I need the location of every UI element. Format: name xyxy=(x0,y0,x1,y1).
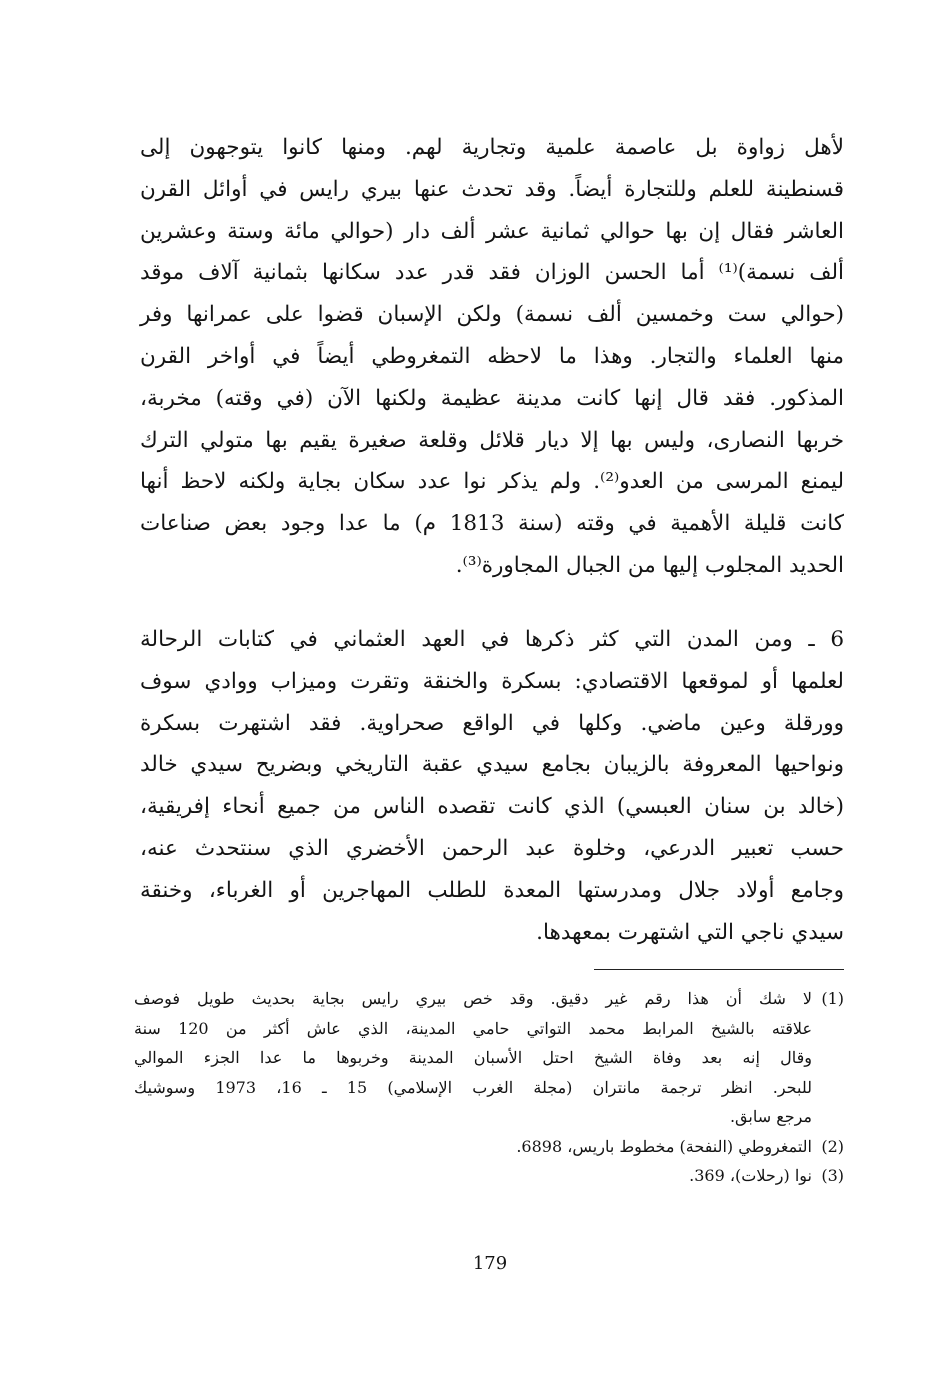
page-number: 179 xyxy=(472,1253,508,1274)
text-line: ليمنع المرسى من العدو⁽²⁾. ولم يذكر نوا عدد سكان بجاية ولكنه لاحظ أنها xyxy=(140,469,844,495)
footnote-line: وقال إنه بعد وفاة الشيخ احتل الأسبان المدينة وخربوها ما عدا الجزء الموالي xyxy=(134,1048,812,1067)
text-line: الحديد المجلوب إليها من الجبال المجاورة⁽³⁾. xyxy=(455,552,844,578)
text-line: كانت قليلة الأهمية في وقته (سنة 1813 م) ما عدا وجود بعض صناعات xyxy=(140,511,844,537)
text-line: خربها النصارى، وليس بها إلا ديار قلائل وقلعة صغيرة يقيم بها متولي الترك xyxy=(140,427,844,453)
text-line: ونواحيها المعروفة بالزيبان بجامع سيدي عقبة التاريخي وبضريح سيدي خالد xyxy=(140,752,844,778)
footnote-number: (2) xyxy=(821,1136,844,1156)
text-line: 6 ـ ومن المدن التي كثر ذكرها في العهد العثماني في كتابات الرحالة xyxy=(140,627,844,652)
body-paragraph-1 xyxy=(140,127,844,587)
text-line: سيدي ناجي التي اشتهرت بمعهدها. xyxy=(536,919,844,945)
text-line: قسنطينة للعلم وللتجارة أيضاً. وقد تحدث عنها بيري رايس في أوائل القرن xyxy=(140,176,844,202)
footnotes xyxy=(134,984,844,1191)
footnote-number: (1) xyxy=(821,989,844,1008)
footnote-line: للبحر. انظر ترجمة مانتران (مجلة الغرب الإسلامي) 15 ـ 16، 1973 وسوشيك xyxy=(134,1077,813,1097)
footnote-divider xyxy=(594,969,844,970)
text-line: لأهل زواوة بل عاصمة علمية وتجارية لهم. ومنها كانوا يتوجهون إلى xyxy=(140,135,844,160)
footnote-1 xyxy=(134,984,844,1132)
footnote-line: نوا (رحلات)، 369. xyxy=(689,1166,812,1185)
footnote-line: التمغروطي (النفحة) مخطوط باريس، 6898. xyxy=(516,1136,812,1156)
footnote-2 xyxy=(134,1132,844,1162)
text-line: (خالد بن سنان العبسي) الذي كانت تقصده الناس من جميع أنحاء إفريقية، xyxy=(140,794,844,820)
text-line: ألف نسمة)⁽¹⁾ أما الحسن الوزان فقد قدر عدد سكانها بثمانية آلاف موقد xyxy=(140,260,844,286)
text-line: المذكور. فقد قال إنها كانت مدينة عظيمة ولكنها الآن (في وقته) مخربة، xyxy=(140,385,844,411)
text-line: حسب تعبير الدرعي، وخلوة عبد الرحمن الأخضري الذي سنتحدث عنه، xyxy=(140,835,844,861)
text-line: (حوالي ست وخمسين ألف نسمة) ولكن الإسبان قضوا على عمرانها وفر xyxy=(140,302,844,328)
footnote-line: لا شك أن هذا رقم غير دقيق. وقد خص بيري رايس بجاية بحديث طويل فوصف xyxy=(134,989,812,1008)
text-line: منها العلماء والتجار. وهذا ما لاحظه التمغروطي أيضاً في أواخر القرن xyxy=(140,343,844,369)
text-line: لعلمها أو لموقعها الاقتصادي: بسكرة والخنقة وتقرت وميزاب ووادي سوف xyxy=(140,668,844,694)
footnote-number: (3) xyxy=(821,1166,844,1185)
footnote-line: علاقته بالشيخ المرابط محمد التواتي حامي المدينة، الذي عاش أكثر من 120 سنة xyxy=(134,1018,813,1038)
text-line: العاشر فقال إن بها حوالي ثمانية عشر ألف دار (حوالي مائة وستة وعشرين xyxy=(140,218,844,244)
text-line: وجامع أولاد جلال ومدرستها المعدة للطلب المهاجرين أو الغرباء، وخنقة xyxy=(140,877,844,903)
body-paragraph-2 xyxy=(140,619,844,953)
footnote-3 xyxy=(134,1161,844,1191)
text-line: وورقلة وعين ماضي. وكلها في الواقع صحراوية. فقد اشتهرت بسكرة xyxy=(140,710,844,736)
footnote-line: مرجع سابق. xyxy=(729,1107,812,1126)
